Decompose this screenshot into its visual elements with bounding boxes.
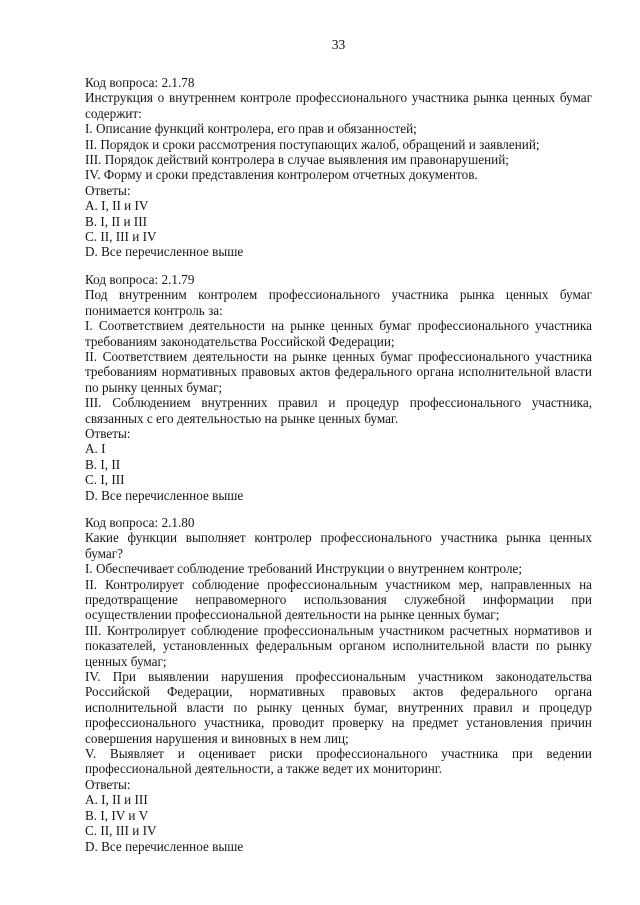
page-content: [85, 75, 592, 866]
question-item: II. Контролирует соблюдение профессиональным участником мер, направленных на предотвращение неправомерного использования служебной информации при осуществлении профессиональной деятельности на рынке ценных бумаг;: [85, 576, 592, 623]
question-intro: Инструкция о внутреннем контроле профессионального участника рынка ценных бумаг содержит:: [85, 90, 592, 121]
question-item: IV. Форму и сроки представления контролером отчетных документов.: [85, 167, 478, 183]
question-item: III. Контролирует соблюдение профессиональным участником расчетных нормативов и показателей, установленных федеральным органом исполнительной власти по рынку ценных бумаг;: [85, 622, 592, 669]
question-block-2-1-78: [85, 75, 592, 260]
question-code: Код вопроса: 2.1.78: [85, 75, 195, 90]
answer-option: C. I, III: [85, 472, 125, 488]
answer-option: A. I, II и IV: [85, 198, 149, 214]
answer-option: C. II, III и IV: [85, 229, 157, 245]
answers-label: Ответы:: [85, 182, 131, 198]
question-block-2-1-79: [85, 272, 592, 503]
answer-option: C. II, III и IV: [85, 823, 157, 839]
answer-option: B. I, IV и V: [85, 807, 149, 823]
page-number: 33: [331, 37, 346, 52]
question-item: I. Обеспечивает соблюдение требований Инструкции о внутреннем контроле;: [85, 561, 523, 577]
question-item: I. Соответствием деятельности на рынке ценных бумаг профессионального участника требованиям законодательства Российской Федерации;: [85, 318, 592, 349]
answers-label: Ответы:: [85, 425, 131, 441]
question-item: II. Соответствием деятельности на рынке ценных бумаг профессионального участника требованиям нормативных правовых актов федерального органа исполнительной власти по рынку ценных бумаг;: [85, 348, 592, 395]
question-item: V. Выявляет и оценивает риски профессионального участника при ведении профессиональной деятельности, а также ведет их мониторинг.: [85, 746, 592, 777]
question-item: III. Соблюдением внутренних правил и процедур профессионального участника, связанных с его деятельностью на рынке ценных бумаг.: [85, 395, 592, 426]
question-code: Код вопроса: 2.1.80: [85, 514, 195, 530]
question-code: Код вопроса: 2.1.79: [85, 271, 195, 287]
answer-option: D. Все перечисленное выше: [85, 838, 244, 854]
question-item: III. Порядок действий контролера в случае выявления им правонарушений;: [85, 152, 509, 168]
answer-option: D. Все перечисленное выше: [85, 487, 244, 503]
answer-option: D. Все перечисленное выше: [85, 244, 244, 260]
question-block-2-1-80: [85, 515, 592, 854]
question-item: I. Описание функций контролера, его прав и обязанностей;: [85, 121, 417, 137]
answers-label: Ответы:: [85, 776, 131, 792]
answer-option: B. I, II и III: [85, 213, 147, 229]
question-item: IV. При выявлении нарушения профессиональным участником законодательства Российской Федерации, нормативных правовых актов федерального органа исполнительной власти по рынку ценных бумаг, внутренних правил и процедур профессионального участника, проводит проверку на предмет установления причин совершения нарушения и виновных в нем лиц;: [85, 669, 592, 746]
answer-option: A. I, II и III: [85, 792, 148, 808]
answer-option: B. I, II: [85, 456, 121, 472]
question-item: II. Порядок и сроки рассмотрения поступающих жалоб, обращений и заявлений;: [85, 136, 540, 152]
answer-option: A. I: [85, 441, 106, 457]
question-intro: Какие функции выполняет контролер профессионального участника рынка ценных бумаг?: [85, 530, 592, 561]
question-intro: Под внутренним контролем профессионального участника рынка ценных бумаг понимается контроль за:: [85, 287, 592, 318]
